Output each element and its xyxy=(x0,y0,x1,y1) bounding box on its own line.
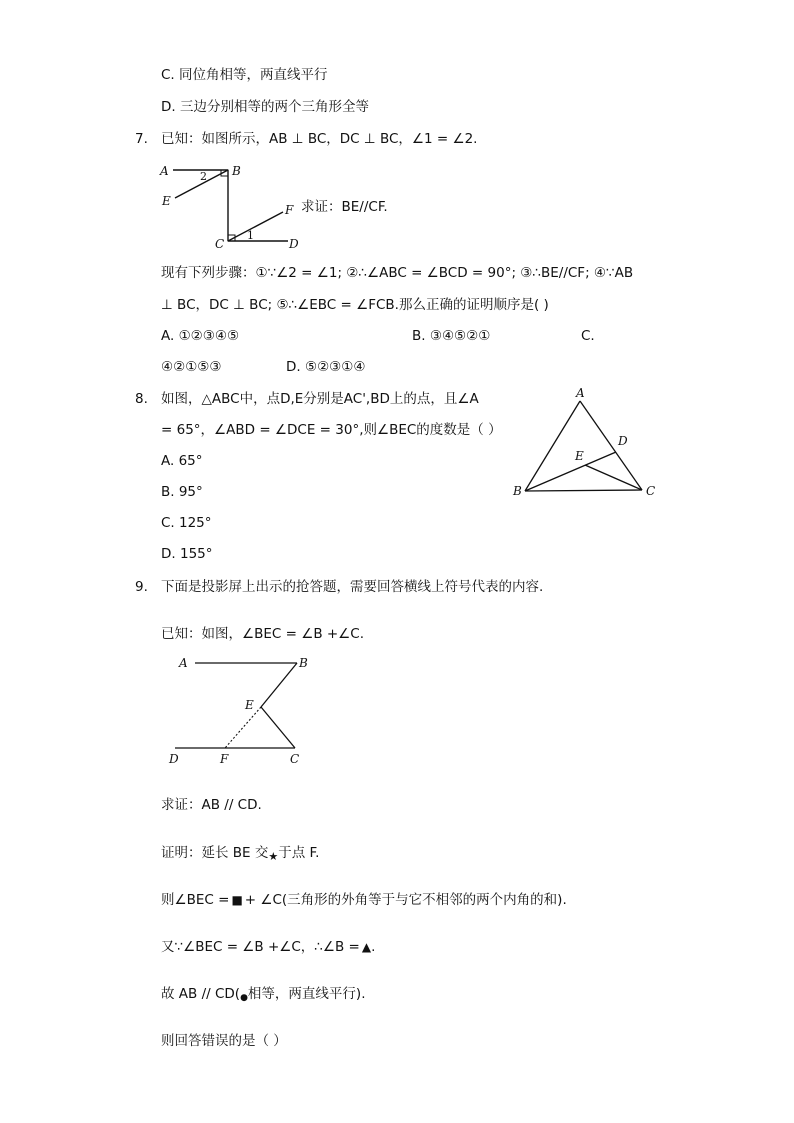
q9-proof-line2-a: 则∠BEC = xyxy=(161,892,230,908)
q9-fig-label-b: B xyxy=(299,656,308,670)
q8-option-b: B. 95° xyxy=(161,484,203,500)
q7-fig-label-b: B xyxy=(232,164,241,178)
q9-proof-line4-a: 故 AB // CD( xyxy=(161,986,241,1002)
star-icon: ★ xyxy=(268,850,279,863)
q9-fig-label-c: C xyxy=(290,752,300,766)
q9-fig-label-e: E xyxy=(245,698,254,712)
q9-proof-line3-b: . xyxy=(371,939,376,955)
q7-fig-label-f: F xyxy=(285,203,294,217)
triangle-icon: ▲ xyxy=(361,940,372,954)
dot-icon: ● xyxy=(240,993,248,1003)
q9-figure xyxy=(165,650,325,770)
q8-fig-label-e: E xyxy=(575,449,584,463)
q9-fig-label-f: F xyxy=(220,752,229,766)
q9-fig-label-d: D xyxy=(169,752,179,766)
q7-option-d: D. ⑤②③①④ xyxy=(286,359,366,375)
q7-steps-line2: ⊥ BC，DC ⊥ BC; ⑤∴∠EBC = ∠FCB.那么正确的证明顺序是( ) xyxy=(161,297,549,313)
q9-proof-line1-a: 证明：延长 BE 交 xyxy=(161,845,269,861)
q8-option-d: D. 155° xyxy=(161,546,213,562)
q7-figure xyxy=(155,158,315,253)
q9-proof-line4-b: 相等，两直线平行). xyxy=(247,986,366,1002)
q7-fig-label-d: D xyxy=(289,237,299,251)
q7-steps-line1: 现有下列步骤：①∵∠2 = ∠1; ②∴∠ABC = ∠BCD = 90°; ③∴BE//CF; ④∵AB xyxy=(161,265,634,281)
q7-fig-angle-2: 2 xyxy=(200,170,207,183)
q6-option-d: D. 三边分别相等的两个三角形全等 xyxy=(161,99,369,115)
q7-fig-label-e: E xyxy=(162,194,171,208)
q8-fig-label-d: D xyxy=(618,434,628,448)
q7-fig-label-c: C xyxy=(215,237,225,251)
q9-question: 则回答错误的是（ ） xyxy=(161,1033,287,1049)
q8-stem-line1: 如图，△ABC中，点D,E分别是AC',BD上的点，且∠A xyxy=(161,391,479,407)
q8-number: 8. xyxy=(135,391,148,407)
q7-prove: 求证：BE//CF. xyxy=(301,199,388,215)
q7-fig-label-a: A xyxy=(160,164,169,178)
q8-fig-label-a: A xyxy=(576,386,585,400)
q9-proof-line4 xyxy=(161,985,365,1005)
q7-option-a: A. ①②③④⑤ xyxy=(161,328,240,344)
q9-prove: 求证：AB // CD. xyxy=(161,797,262,813)
q8-fig-label-c: C xyxy=(646,484,656,498)
q9-proof-line3 xyxy=(161,938,375,956)
q9-proof-line1-b: 于点 F. xyxy=(278,845,320,861)
square-icon: ■ xyxy=(231,893,243,907)
q9-given: 已知：如图，∠BEC = ∠B +∠C. xyxy=(161,626,365,642)
q8-figure xyxy=(505,385,665,500)
q6-option-c: C. 同位角相等，两直线平行 xyxy=(161,67,328,83)
q7-fig-angle-1: 1 xyxy=(247,229,254,242)
q9-proof-line2 xyxy=(161,891,567,909)
q9-fig-label-a: A xyxy=(179,656,188,670)
q9-stem: 下面是投影屏上出示的抢答题，需要回答横线上符号代表的内容. xyxy=(161,579,544,595)
q9-proof-line2-b: + ∠C(三角形的外角等于与它不相邻的两个内角的和). xyxy=(244,892,567,908)
q9-number: 9. xyxy=(135,579,148,595)
q8-fig-label-b: B xyxy=(513,484,522,498)
q8-stem-line2: = 65°，∠ABD = ∠DCE = 30°,则∠BEC的度数是（ ） xyxy=(161,422,502,438)
q9-proof-line1 xyxy=(161,844,319,863)
q7-option-b: B. ③④⑤②① xyxy=(412,328,491,344)
q8-option-c: C. 125° xyxy=(161,515,212,531)
q9-proof-line3-a: 又∵∠BEC = ∠B +∠C，∴∠B = xyxy=(161,939,360,955)
q7-option-c-label: C. xyxy=(581,328,595,344)
q7-stem: 已知：如图所示，AB ⊥ BC，DC ⊥ BC，∠1 = ∠2. xyxy=(161,131,478,147)
q7-option-c-value: ④②①⑤③ xyxy=(161,359,222,375)
q8-option-a: A. 65° xyxy=(161,453,203,469)
q7-number: 7. xyxy=(135,131,148,147)
